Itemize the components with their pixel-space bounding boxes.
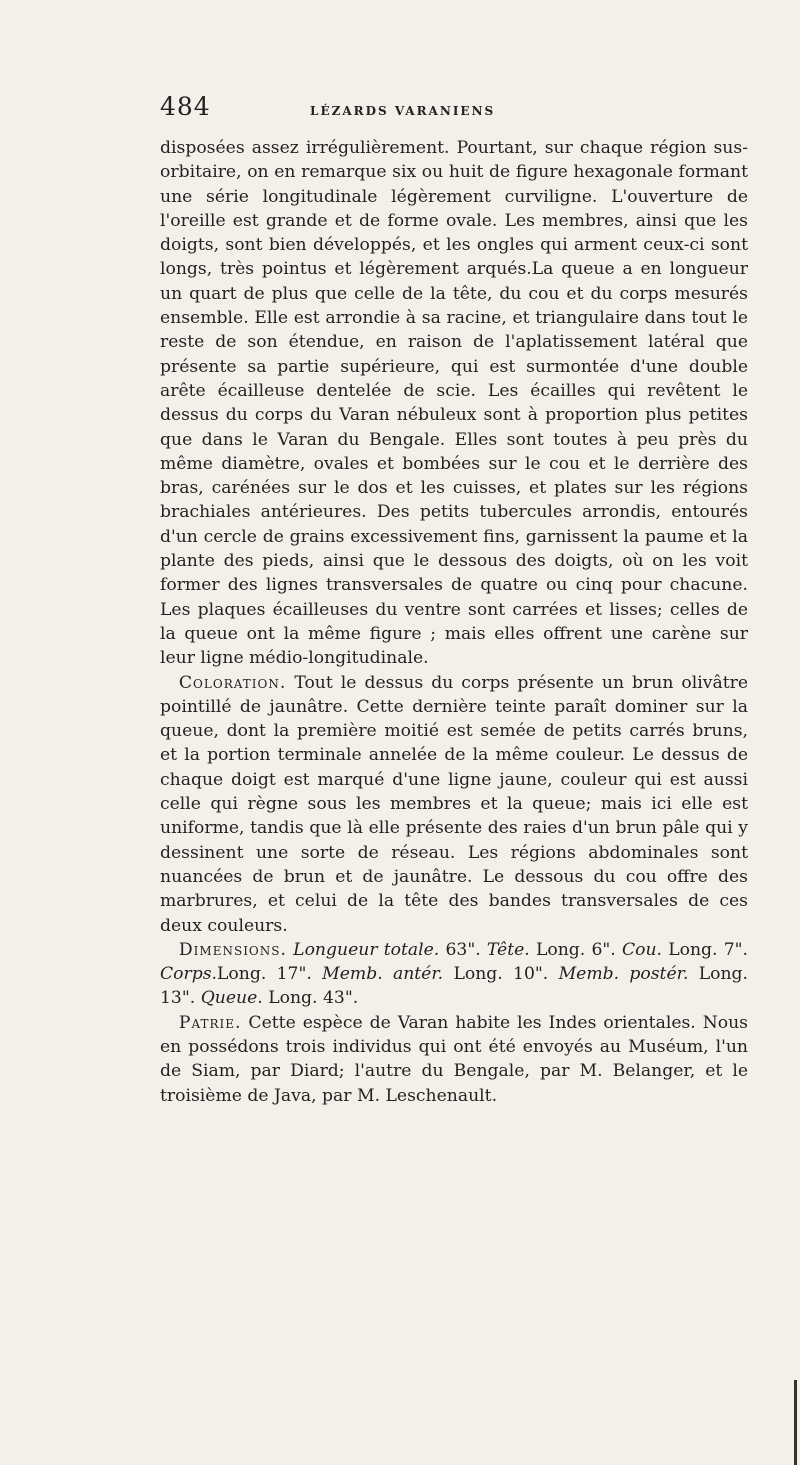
dim-memb-post-value: Long. 13". xyxy=(160,964,749,1009)
page-edge-shadow xyxy=(794,1380,797,1465)
dim-longueur-value: 63". xyxy=(439,939,481,960)
dim-corps-value: Long. 17". xyxy=(217,964,312,985)
dim-corps-label: Corps. xyxy=(160,964,218,985)
book-page xyxy=(160,92,748,1108)
paragraph-description: disposées assez irrégulièrement. Pourtant, sur chaque région sus-orbitaire, on en remarque six ou huit de figure hexagonale formant une série longitudinale légèrement curviligne. L'ouverture de l'oreille est grande et de forme ovale. Les membres, ainsi que les doigts, sont bien développés, et les ongles qui arment ceux-ci sont longs, très pointus et légèrement arqués.La queue a en longueur un quart de plus que celle de la tête, du cou et du corps mesurés ensemble. Elle est arrondie à sa racine, et triangulaire dans tout le reste de son étendue, en raison de l'aplatissement latéral que présente sa partie supérieure, qui est surmontée d'une double arête écailleuse dentelée de scie. Les écailles qui revêtent le dessus du corps du Varan nébuleux sont à proportion plus petites que dans le Varan du Bengale. Elles sont toutes à peu près du même diamètre, ovales et bombées sur le cou et le derrière des bras, carénées sur le dos et les cuisses, et plates sur les régions brachiales antérieures. Des petits tubercules arrondis, entourés d'un cercle de grains excessivement fins, garnissent la paume et la plante des pieds, ainsi que le dessous des doigts, où on les voit former des lignes transversales de quatre ou cinq pour chacune. Les plaques écailleuses du ventre sont carrées et lisses; celles de la queue ont la même figure ; mais elles offrent une carène sur leur ligne médio-longitudinale. xyxy=(160,138,748,669)
dim-cou-value: Long. 7". xyxy=(662,939,749,960)
paragraph-patrie xyxy=(160,1011,748,1108)
dim-memb-post-label: Memb. postér. xyxy=(558,964,689,985)
dim-tete-label: Tête. xyxy=(486,939,530,960)
page-header xyxy=(160,92,748,136)
patrie-heading: Patrie. xyxy=(178,1012,242,1033)
coloration-heading: Coloration. xyxy=(178,672,287,693)
dim-queue-label: Queue. xyxy=(200,988,263,1009)
dim-cou-label: Cou. xyxy=(621,939,663,960)
running-title: LÉZARDS VARANIENS xyxy=(310,104,496,118)
dim-memb-ant-value: Long. 10". xyxy=(443,964,549,985)
dim-memb-ant-label: Memb. antér. xyxy=(322,964,444,985)
coloration-text: Tout le dessus du corps présente un brun olivâtre pointillé de jaunâtre. Cette dernière teinte paraît dominer sur la queue, dont la première moitié est semée de petits carrés bruns, et la portion terminale annelée de la même couleur. Le dessus de chaque doigt est marqué d'une ligne jaune, couleur qui est aussi celle qui règne sous les membres et la queue; mais ici elle est uniforme, tandis que là elle présente des raies d'un brun pâle qui y dessinent une sorte de réseau. Les régions abdominales sont nuancées de brun et de jaunâtre. Le dessous du cou offre des marbrures, et celui de la tête des bandes transversales de ces deux couleurs. xyxy=(160,672,748,936)
dim-queue-value: Long. 43". xyxy=(262,988,359,1009)
paragraph-dimensions xyxy=(160,938,748,1011)
dimensions-heading: Dimensions. xyxy=(178,939,287,960)
dim-tete-value: Long. 6". xyxy=(529,939,616,960)
body-text xyxy=(160,136,748,1108)
patrie-text: Cette espèce de Varan habite les Indes orientales. Nous en possédons trois individus qui ont été envoyés au Muséum, l'un de Siam, par Diard; l'autre du Bengale, par M. Belanger, et le troisième de Java, par M. Leschenault. xyxy=(160,1012,748,1106)
paragraph-coloration xyxy=(160,671,748,938)
dim-longueur-label: Longueur totale. xyxy=(293,939,440,960)
page-number: 484 xyxy=(160,92,211,121)
